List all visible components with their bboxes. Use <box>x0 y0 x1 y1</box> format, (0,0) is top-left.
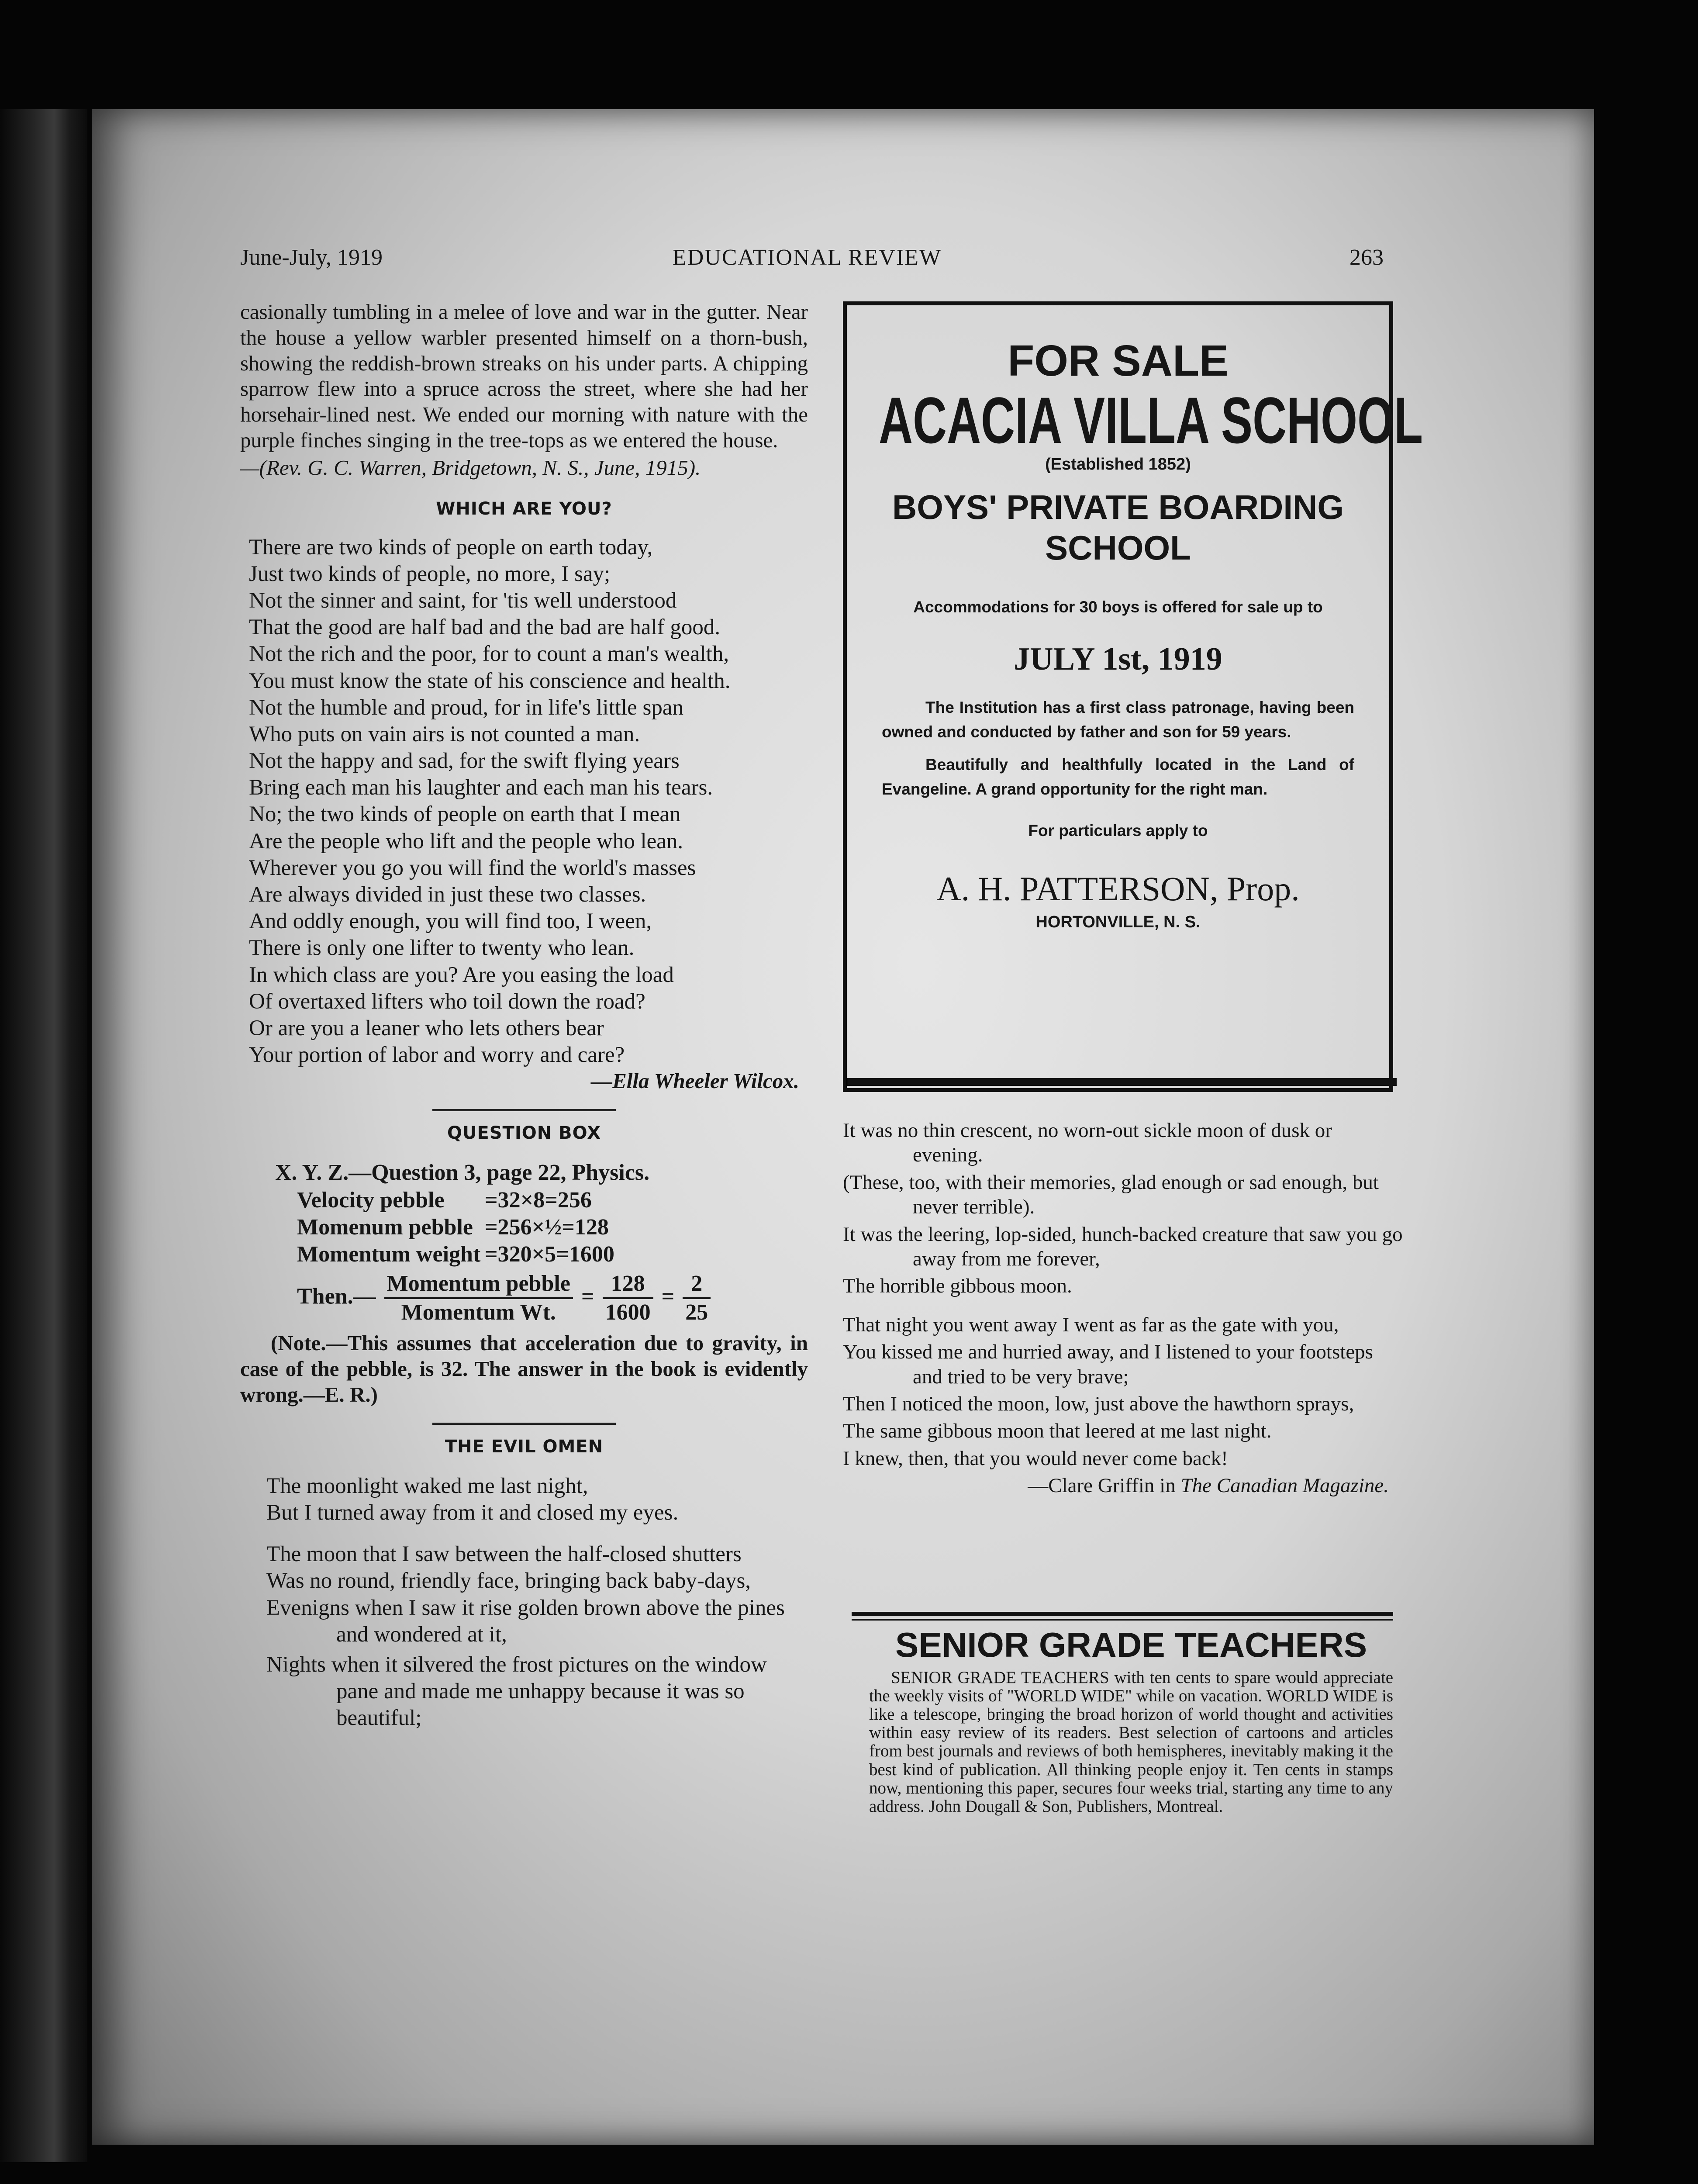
poem-line: But I turned away from it and closed my eyes. <box>266 1500 679 1525</box>
poem-line: In which class are you? Are you easing the load <box>249 962 674 987</box>
evil-omen-title: THE EVIL OMEN <box>445 1436 604 1457</box>
ad-for-sale: FOR SALE <box>1008 336 1229 385</box>
section-rule <box>852 1619 1393 1621</box>
senior-teachers-ad <box>869 1625 1393 1816</box>
poem-line: The moon that I saw between the half-closed shutters <box>266 1542 742 1567</box>
poem-line: Wherever you go you will find the world's masses <box>249 855 696 880</box>
poem-line: Are always divided in just these two classes. <box>249 882 646 907</box>
poem-line: Not the rich and the poor, for to count a man's wealth, <box>249 642 729 667</box>
journal-title: EDUCATIONAL REVIEW <box>673 245 942 270</box>
ad-date: JULY 1st, 1919 <box>1014 641 1222 677</box>
poem-line: (These, too, with their memories, glad enough or sad enough, but never terrible). <box>843 1171 1379 1219</box>
which-poem <box>240 534 808 1069</box>
calc-label: Momentum weight <box>297 1242 481 1267</box>
ad-accommodations: Accommodations for 30 boys is offered for sale up to <box>913 598 1323 616</box>
left-column <box>240 299 808 1732</box>
poem-line: Not the humble and proud, for in life's little span <box>249 695 683 720</box>
running-head <box>240 245 1402 275</box>
poem-line: Or are you a leaner who lets others bear <box>249 1016 604 1040</box>
page-number: 263 <box>1349 245 1384 270</box>
evil-omen-author <box>843 1473 1406 1498</box>
poem-line: You kissed me and hurried away, and I listened to your footsteps and tried to be very brave; <box>843 1341 1373 1388</box>
ad-double-rule <box>847 1078 1397 1086</box>
poem-line: Evenigns when I saw it rise golden brown above the pines and wondered at it, <box>266 1595 785 1647</box>
fraction-numerator: 2 <box>683 1270 711 1299</box>
poem-line: Your portion of labor and worry and care? <box>249 1043 625 1068</box>
poem-line: Who puts on vain airs is not counted a man. <box>249 722 640 746</box>
ad-patronage: The Institution has a first class patronage, having been owned and conducted by father and son for 59 years. <box>882 698 1354 741</box>
poem-line: Then I noticed the moon, low, just above the hawthorn sprays, <box>843 1392 1354 1415</box>
editor-note: (Note.—This assumes that acceleration due to gravity, in case of the pebble, is 32. The answer in the book is evidently wrong.—E. R.) <box>240 1331 808 1407</box>
calc-label: Momenum pebble <box>297 1214 473 1240</box>
poem-line: That night you went away I went as far as the gate with you, <box>843 1313 1339 1336</box>
poem-line: Not the sinner and saint, for 'tis well understood <box>249 588 677 613</box>
poem-line: There are two kinds of people on earth today, <box>249 535 653 560</box>
poem-line: Of overtaxed lifters who toil down the road? <box>249 989 645 1014</box>
poem-line: The same gibbous moon that leered at me last night. <box>843 1420 1272 1443</box>
question-box-title: QUESTION BOX <box>447 1123 601 1144</box>
calc-label: Velocity pebble <box>297 1187 445 1213</box>
fraction-numerator: Momentum pebble <box>384 1270 573 1299</box>
fraction-denominator: Momentum Wt. <box>401 1300 556 1325</box>
poem-line: You must know the state of his conscience and health. <box>249 668 731 693</box>
fraction-values <box>603 1270 653 1327</box>
poem-line: The horrible gibbous moon. <box>843 1275 1072 1298</box>
fraction-row <box>275 1270 808 1327</box>
which-poem-author: —Ella Wheeler Wilcox. <box>591 1069 799 1093</box>
section-rule <box>432 1423 616 1425</box>
calc-row <box>275 1187 808 1214</box>
poem-line: It was the leering, lop-sided, hunch-backed creature that saw you go away from me forever, <box>843 1223 1403 1270</box>
author-prefix: —Clare Griffin in <box>1028 1474 1181 1497</box>
section-rule <box>852 1612 1393 1616</box>
fraction-result <box>683 1270 711 1327</box>
physics-answer <box>240 1159 808 1326</box>
poem-line: I knew, then, that you would never come back! <box>843 1447 1228 1470</box>
stanza-gap <box>266 1526 808 1541</box>
article-citation: —(Rev. G. C. Warren, Bridgetown, N. S., June, 1915). <box>240 455 701 480</box>
then-label: Then.— <box>297 1284 376 1309</box>
poem-line: No; the two kinds of people on earth that I mean <box>249 802 681 827</box>
right-column <box>843 1118 1406 1498</box>
poem-line: Was no round, friendly face, bringing back baby-days, <box>266 1569 751 1593</box>
poem-line: Not the happy and sad, for the swift flying years <box>249 749 680 774</box>
section-rule <box>432 1109 616 1111</box>
ad-proprietor: A. H. PATTERSON, Prop. <box>936 869 1300 908</box>
ad-school-type: BOYS' PRIVATE BOARDING SCHOOL <box>892 487 1344 567</box>
for-sale-ad <box>843 301 1423 1092</box>
poem-line: Are the people who lift and the people who lean. <box>249 829 683 854</box>
question-header: X. Y. Z.—Question 3, page 22, Physics. <box>275 1160 650 1185</box>
fraction-numerator: 128 <box>603 1270 653 1299</box>
ad-school-name: ACACIA VILLA SCHOOL <box>879 384 1423 457</box>
author-magazine: The Canadian Magazine. <box>1180 1474 1389 1497</box>
senior-heading: SENIOR GRADE TEACHERS <box>895 1625 1367 1664</box>
stanza-gap <box>843 1301 1406 1310</box>
calc-expr: =320×5=1600 <box>485 1242 614 1267</box>
fraction-momentum <box>384 1270 573 1327</box>
poem-line: That the good are half bad and the bad are half good. <box>249 615 721 640</box>
fraction-denominator: 1600 <box>605 1300 651 1325</box>
senior-body: SENIOR GRADE TEACHERS with ten cents to spare would appreciate the weekly visits of "WORLD WIDE" while on vacation. WORLD WIDE is like a telescope, bringing the broad horizon of world thought and activities within easy review of its readers. Best selection of cartoons and articles from best journals and reviews of both hemispheres, inevitably making it the best kind of publication. All thinking people enjoy it. Ten cents in stamps now, mentioning this paper, secures four weeks trial, starting any time to any address. John Dougall & Son, Publishers, Montreal. <box>869 1668 1393 1816</box>
poem-line: Just two kinds of people, no more, I say; <box>249 561 611 586</box>
article-tail: casionally tumbling in a melee of love and war in the gutter. Near the house a yellow warbler presented himself on a thorn-bush, showing the reddish-brown streaks on his under parts. A chipping sparrow flew into a spruce across the street, where she had her horsehair-lined nest. We ended our morning with nature with the purple finches singing in the tree-tops as we entered the house. <box>240 300 808 452</box>
calc-row <box>275 1241 808 1268</box>
ad-apply: For particulars apply to <box>1028 822 1208 840</box>
poem-line: It was no thin crescent, no worn-out sickle moon of dusk or evening. <box>843 1119 1332 1167</box>
evil-omen-part-2 <box>843 1118 1406 1471</box>
calc-row <box>275 1214 808 1241</box>
issue-date: June-July, 1919 <box>240 245 383 270</box>
calc-expr: =256×½=128 <box>485 1214 609 1240</box>
poem-line: Bring each man his laughter and each man his tears. <box>249 775 713 800</box>
equals-sign: = <box>581 1284 594 1309</box>
poem-line: And oddly enough, you will find too, I ween, <box>249 909 652 934</box>
evil-omen-part-1 <box>240 1473 808 1732</box>
ad-established: (Established 1852) <box>1045 455 1191 473</box>
calc-expr: =32×8=256 <box>485 1187 592 1213</box>
ad-address: HORTONVILLE, N. S. <box>1035 912 1201 931</box>
poem-line: The moonlight waked me last night, <box>266 1473 588 1498</box>
book-binding <box>0 109 87 2162</box>
poem-line: Nights when it silvered the frost pictures on the window pane and made me unhappy because it was so beautiful; <box>266 1652 767 1731</box>
which-poem-title: WHICH ARE YOU? <box>436 498 612 519</box>
equals-sign: = <box>661 1284 675 1309</box>
ad-location: Beautifully and healthfully located in the Land of Evangeline. A grand opportunity for the right man. <box>882 756 1354 798</box>
poem-line: There is only one lifter to twenty who lean. <box>249 936 635 961</box>
fraction-denominator: 25 <box>685 1300 708 1325</box>
